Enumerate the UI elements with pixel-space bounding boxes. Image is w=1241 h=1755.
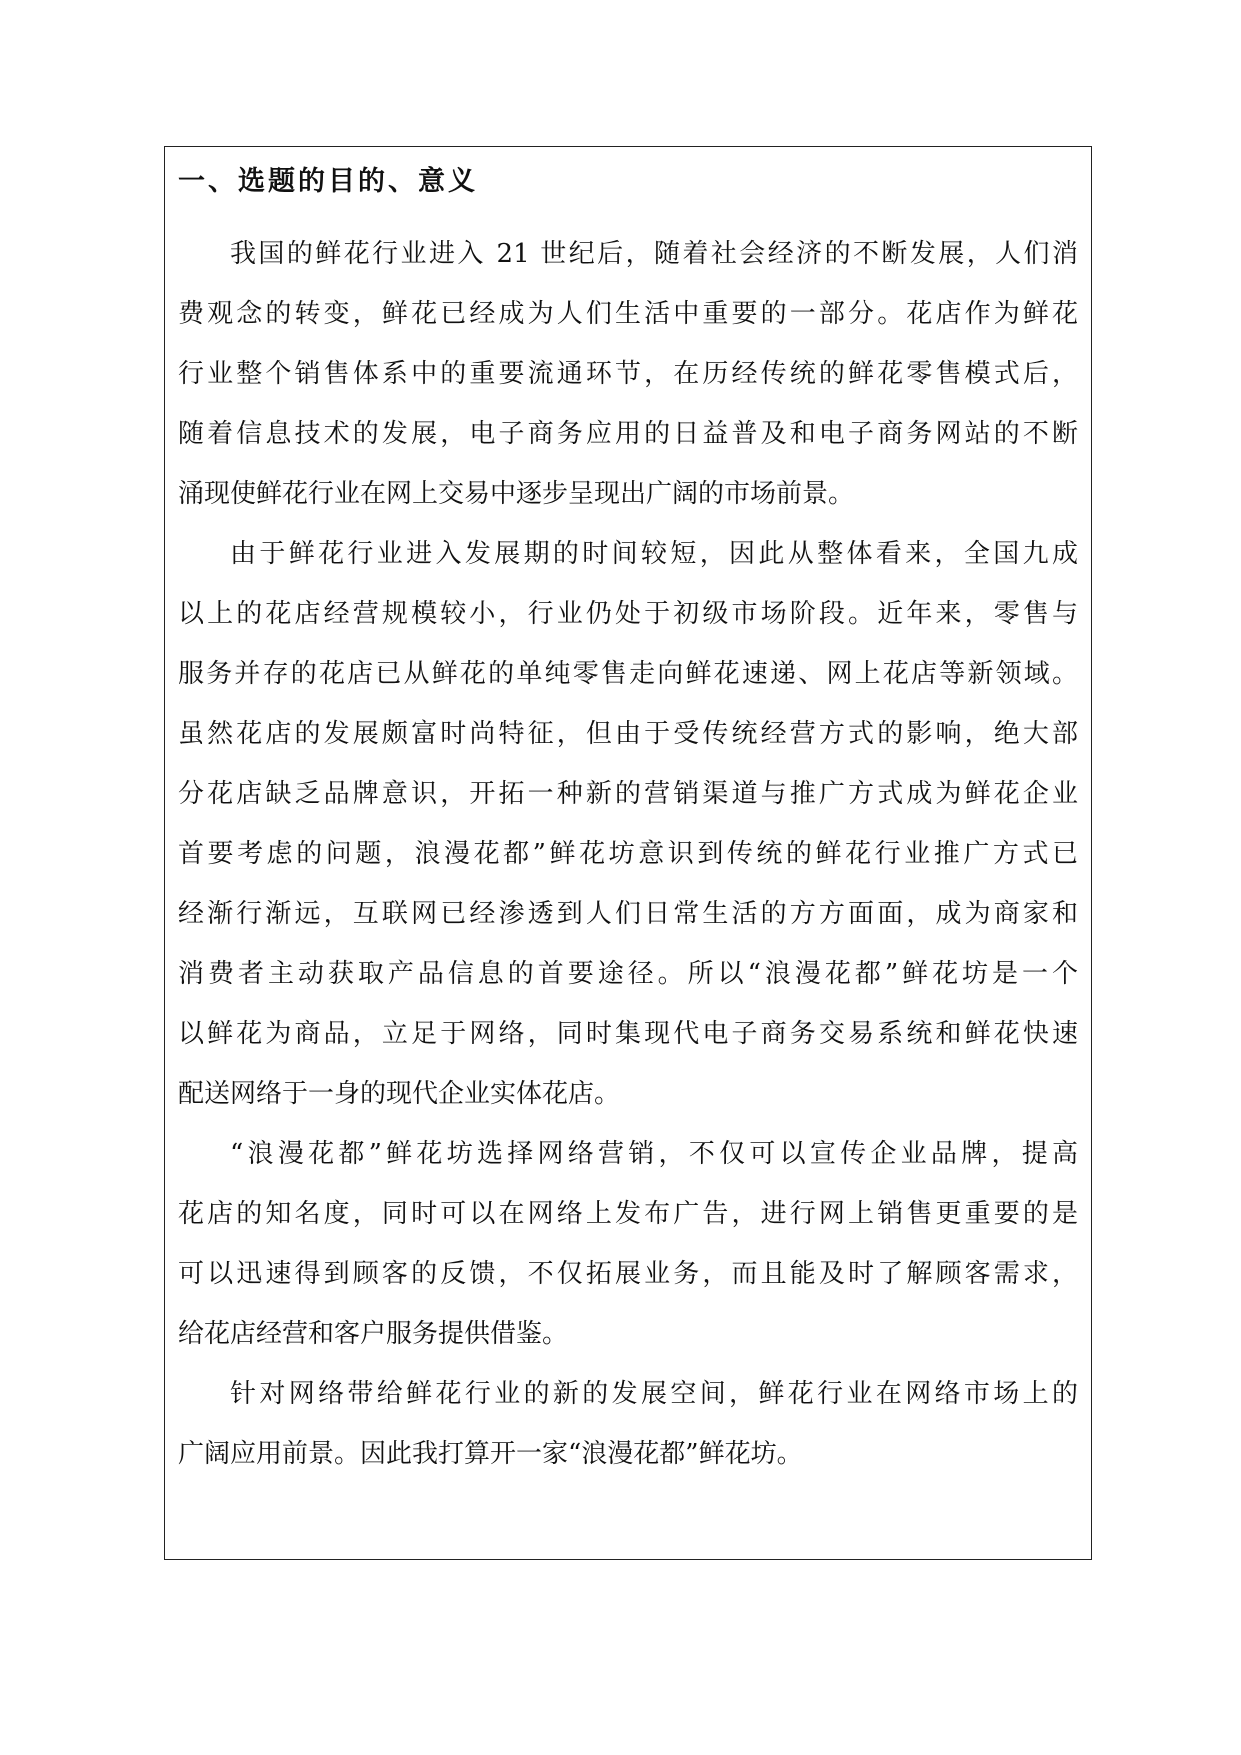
text-line: 分花店缺乏品牌意识，开拓一种新的营销渠道与推广方式成为鲜花企业	[178, 779, 1078, 809]
body-text	[178, 224, 1078, 1484]
text-line: 服务并存的花店已从鲜花的单纯零售走向鲜花速递、网上花店等新领域。	[178, 659, 1078, 689]
text-line: 经渐行渐远，互联网已经渗透到人们日常生活的方方面面，成为商家和	[178, 899, 1078, 929]
text-line: 由于鲜花行业进入发展期的时间较短，因此从整体看来，全国九成	[230, 539, 1078, 569]
text-line: 虽然花店的发展颇富时尚特征，但由于受传统经营方式的影响，绝大部	[178, 719, 1078, 749]
text-line: 消费者主动获取产品信息的首要途径。所以“浪漫花都”鲜花坊是一个	[178, 959, 1078, 989]
text-line: “浪漫花都”鲜花坊选择网络营销，不仅可以宣传企业品牌，提高	[230, 1139, 1078, 1169]
text-line: 随着信息技术的发展，电子商务应用的日益普及和电子商务网站的不断	[178, 419, 1078, 449]
text-line: 配送网络于一身的现代企业实体花店。	[178, 1079, 621, 1109]
text-line: 费观念的转变，鲜花已经成为人们生活中重要的一部分。花店作为鲜花	[178, 299, 1078, 329]
text-line: 可以迅速得到顾客的反馈，不仅拓展业务，而且能及时了解顾客需求，	[178, 1259, 1078, 1289]
text-line: 花店的知名度，同时可以在网络上发布广告，进行网上销售更重要的是	[178, 1199, 1078, 1229]
text-line: 首要考虑的问题，浪漫花都”鲜花坊意识到传统的鲜花行业推广方式已	[178, 839, 1078, 869]
text-line: 给花店经营和客户服务提供借鉴。	[178, 1319, 569, 1349]
text-line: 针对网络带给鲜花行业的新的发展空间，鲜花行业在网络市场上的	[230, 1379, 1078, 1409]
text-line: 行业整个销售体系中的重要流通环节，在历经传统的鲜花零售模式后，	[178, 359, 1078, 389]
text-line: 以上的花店经营规模较小，行业仍处于初级市场阶段。近年来，零售与	[178, 599, 1078, 629]
section-heading: 一、选题的目的、意义	[178, 166, 478, 197]
text-line: 涌现使鲜花行业在网上交易中逐步呈现出广阔的市场前景。	[178, 479, 855, 509]
text-line: 广阔应用前景。因此我打算开一家“浪漫花都”鲜花坊。	[178, 1439, 803, 1469]
text-line: 以鲜花为商品，立足于网络，同时集现代电子商务交易系统和鲜花快速	[178, 1019, 1078, 1049]
text-line: 我国的鲜花行业进入 21 世纪后，随着社会经济的不断发展，人们消	[230, 239, 1078, 269]
